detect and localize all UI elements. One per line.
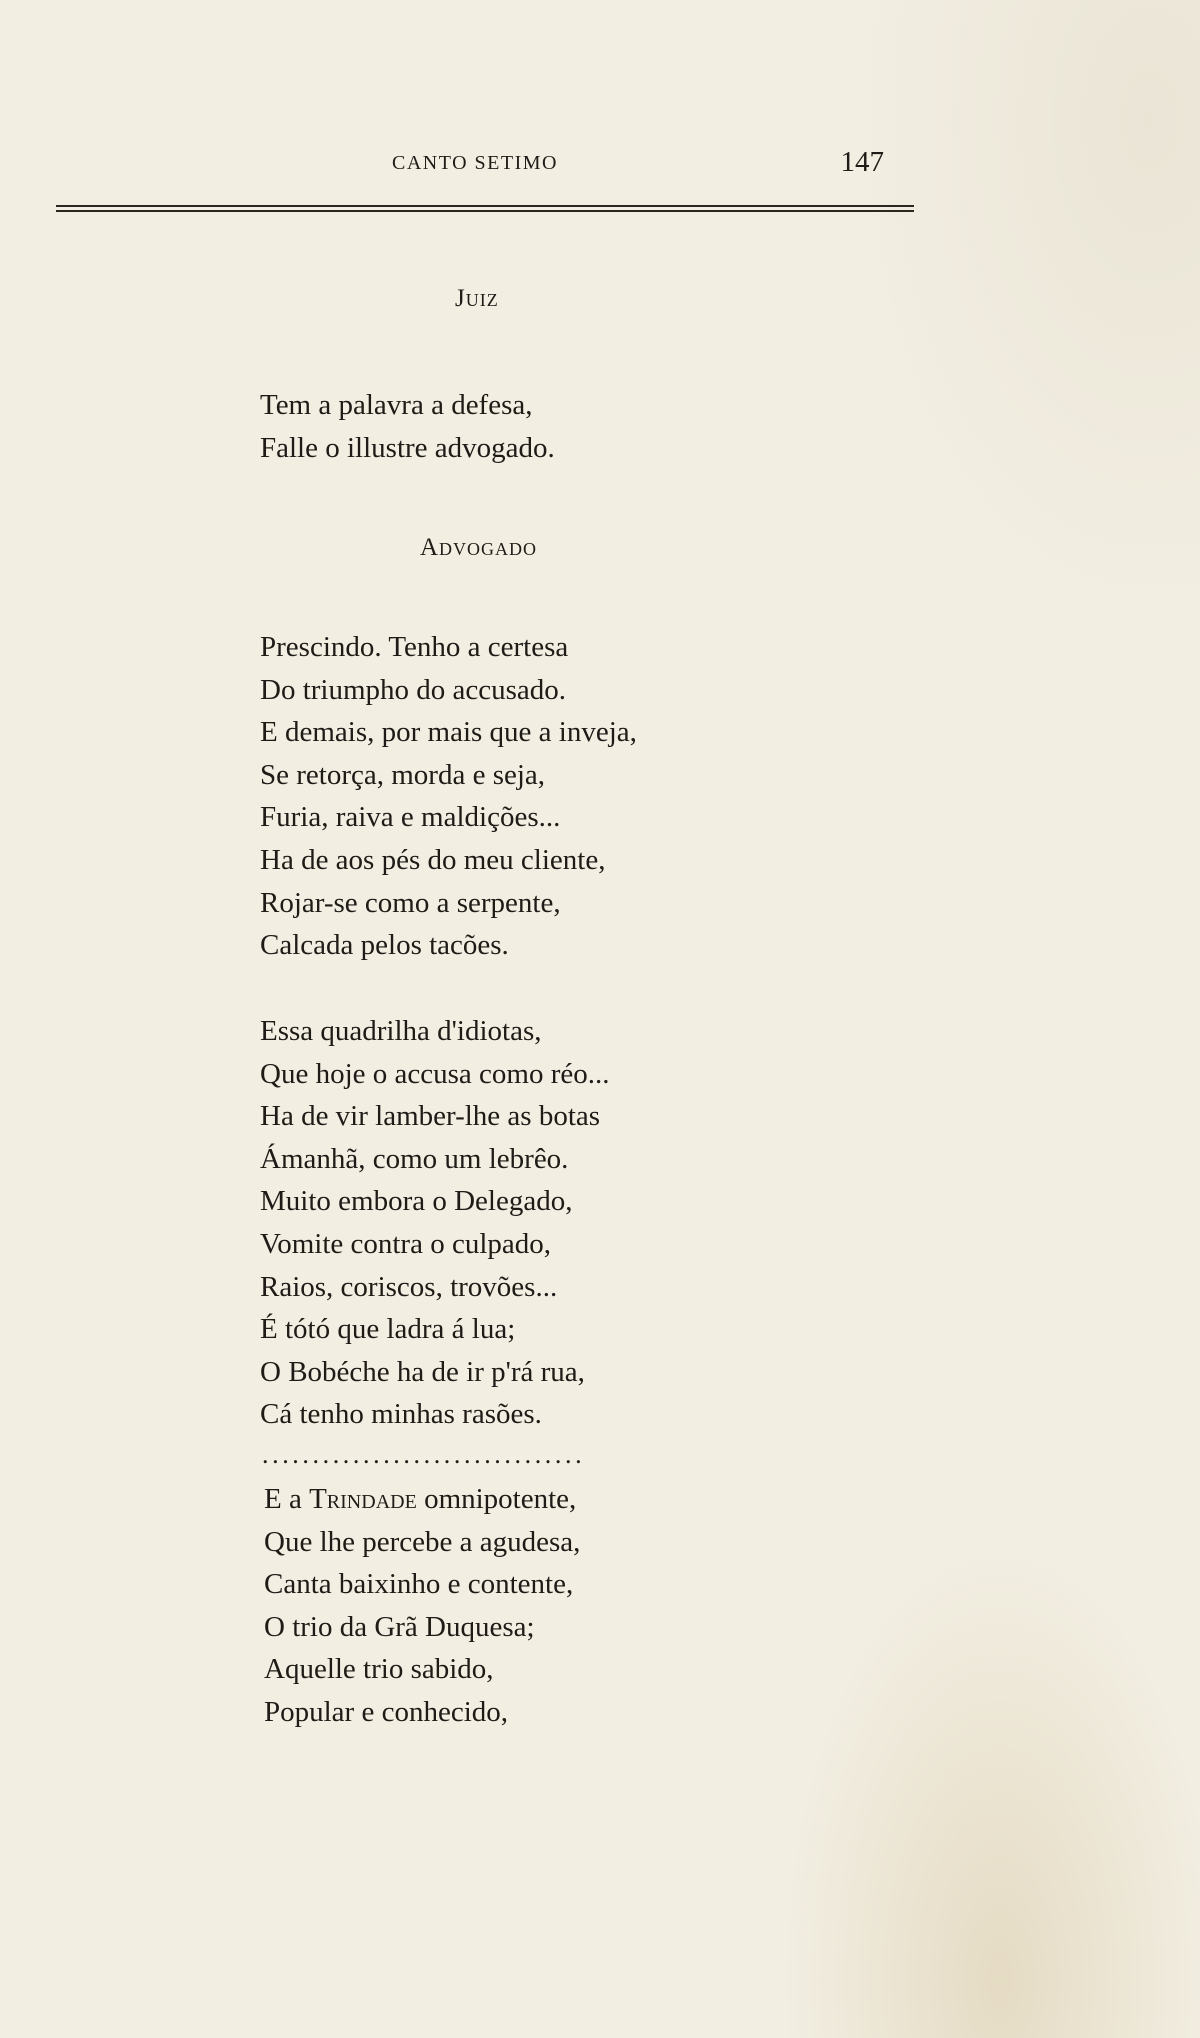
verse-line: O Bobéche ha de ir p'rá rua, bbox=[260, 1355, 585, 1388]
stanza-advogado-2 bbox=[260, 1010, 609, 1436]
speaker-juiz: Juiz bbox=[455, 285, 499, 312]
stanza-advogado-1 bbox=[260, 626, 637, 967]
verse-line: Calcada pelos tacões. bbox=[260, 929, 509, 962]
verse-line: Que hoje o accusa como réo... bbox=[260, 1057, 610, 1090]
verse-line: Raios, coriscos, trovões... bbox=[260, 1270, 558, 1303]
verse-line: Se retorça, morda e seja, bbox=[260, 758, 546, 791]
verse-line: Furia, raiva e maldições... bbox=[260, 801, 561, 834]
verse-line: Que lhe percebe a agudesa, bbox=[264, 1525, 581, 1558]
ellipsis-line: ................................ bbox=[262, 1440, 586, 1469]
page-number: 147 bbox=[840, 146, 884, 178]
verse-line: Cá tenho minhas rasões. bbox=[260, 1398, 542, 1431]
verse-fragment: E a bbox=[264, 1483, 310, 1515]
verse-line: Aquelle trio sabido, bbox=[264, 1653, 494, 1686]
verse-line: Do triumpho do accusado. bbox=[260, 673, 567, 706]
verse-line: O trio da Grã Duquesa; bbox=[264, 1610, 535, 1643]
verse-line bbox=[264, 1478, 580, 1521]
verse-line: Canta baixinho e contente, bbox=[264, 1568, 574, 1601]
verse-line: Vomite contra o culpado, bbox=[260, 1227, 552, 1260]
verse-line: Tem a palavra a defesa, bbox=[260, 389, 533, 421]
verse-line: Essa quadrilha d'idiotas, bbox=[260, 1015, 542, 1047]
stanza-advogado-3 bbox=[264, 1478, 580, 1734]
verse-line: É tótó que ladra á lua; bbox=[260, 1313, 516, 1346]
verse-line: Muito embora o Delegado, bbox=[260, 1185, 573, 1218]
running-head bbox=[56, 148, 914, 188]
verse-line: Prescindo. Tenho a certesa bbox=[260, 631, 569, 663]
verse-fragment: omnipotente, bbox=[416, 1483, 577, 1515]
header-double-rule bbox=[56, 205, 914, 212]
verse-line: Popular e conhecido, bbox=[264, 1695, 509, 1728]
speaker-advogado: Advogado bbox=[420, 534, 538, 561]
stanza-juiz bbox=[260, 384, 555, 469]
verse-line: Ha de aos pés do meu cliente, bbox=[260, 843, 606, 876]
verse-line: Rojar-se como a serpente, bbox=[260, 886, 561, 919]
verse-line: Falle o illustre advogado. bbox=[260, 431, 555, 464]
running-title: CANTO SETIMO bbox=[392, 152, 558, 174]
small-caps-word: Trindade bbox=[309, 1483, 417, 1515]
verse-line: Ámanhã, como um lebrêo. bbox=[260, 1142, 569, 1175]
verse-line: E demais, por mais que a inveja, bbox=[260, 716, 637, 749]
verse-line: Ha de vir lamber-lhe as botas bbox=[260, 1100, 601, 1133]
